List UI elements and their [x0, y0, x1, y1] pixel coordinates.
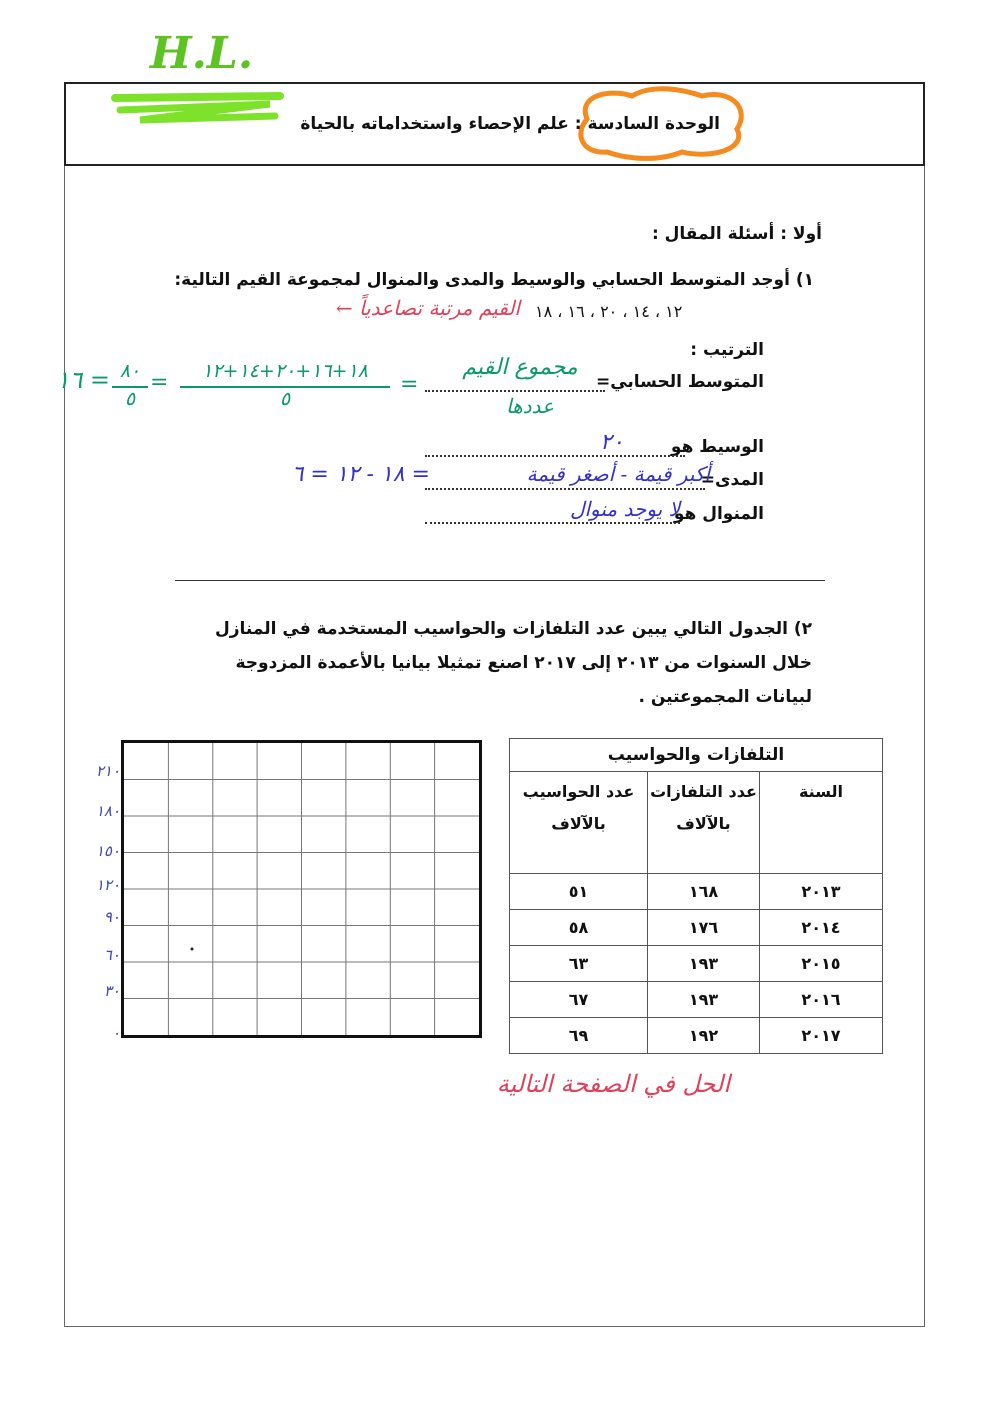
mean-formula-top: مجموع القيم: [462, 355, 578, 380]
mode-label: المنوال هو: [673, 504, 764, 524]
median-answer: ٢٠: [600, 430, 624, 455]
cell-year: ٢٠١٧: [759, 1018, 882, 1054]
table-caption: التلفازات والحواسيب: [510, 739, 883, 772]
axis-label: ١٥٠: [95, 842, 120, 860]
mean-label: المتوسط الحسابي=: [595, 372, 764, 392]
equals-2: =: [150, 370, 169, 395]
table-row: [510, 982, 883, 1018]
question-1-values: ١٢ ، ١٤ ، ٢٠ ، ١٦ ، ١٨: [535, 302, 683, 321]
sorted-note: القيم مرتبة تصاعدياً ←: [335, 296, 520, 320]
cell-year: ٢٠١٦: [759, 982, 882, 1018]
section-separator: [175, 580, 825, 581]
range-work: = ١٨ - ١٢ = ٦: [291, 462, 430, 487]
range-dotted-line: [425, 488, 705, 490]
range-answer: أكبر قيمة - أصغر قيمة: [526, 462, 710, 486]
cell-pc: ٦٣: [510, 946, 648, 982]
axis-label: ٩٠: [103, 908, 120, 926]
median-dotted-line-short: [425, 455, 685, 457]
mode-answer: لا يوجد منوال: [569, 497, 680, 521]
question-2-text: ٢) الجدول التالي يبين عدد التلفازات والحواسيب المستخدمة في المنازل خلال السنوات من ٢٠١٣ إلى ٢٠١٧ اصنع تمثيلا بيانيا بالأعمدة المزدوجة لبيانات المجموعتين .: [215, 619, 812, 707]
data-table: [509, 738, 883, 1054]
mean-formula-bottom: عددها: [506, 394, 554, 418]
table-row: [510, 1018, 883, 1054]
axis-label: ٣٠: [103, 982, 120, 1000]
table-row: [510, 910, 883, 946]
teacher-mark: H.L.: [150, 28, 254, 79]
table-row: [510, 874, 883, 910]
cell-tv: ١٦٨: [648, 874, 760, 910]
table-row: [510, 946, 883, 982]
cell-tv: ١٩٣: [648, 946, 760, 982]
range-label: المدى=: [700, 470, 764, 490]
cell-pc: ٥١: [510, 874, 648, 910]
solution-next-page-note: الحل في الصفحة التالية: [496, 1070, 730, 1098]
mean-work-bottom: ٥: [279, 388, 291, 410]
cell-pc: ٦٧: [510, 982, 648, 1018]
cell-pc: ٦٩: [510, 1018, 648, 1054]
col-header-tv: عدد التلفازات بالآلاف: [648, 772, 760, 874]
axis-label: ١٨٠: [95, 802, 120, 820]
mean-answer: = ١٦: [56, 366, 110, 394]
grid-lines: [124, 743, 479, 1035]
mean-dotted-line: [425, 390, 605, 392]
unit-title: الوحدة السادسة : علم الإحصاء واستخداماته بالحياة: [300, 114, 720, 134]
mean-work-top: ١٨+١٦+٢٠+١٤+١٢: [202, 360, 368, 382]
axis-label: ٢١٠: [95, 762, 120, 780]
equals-1: =: [400, 372, 419, 397]
cell-year: ٢٠١٤: [759, 910, 882, 946]
mean-result-top: ٨٠: [119, 360, 141, 382]
cell-year: ٢٠١٥: [759, 946, 882, 982]
cell-tv: ١٧٦: [648, 910, 760, 946]
axis-label: ٦٠: [103, 946, 120, 964]
cell-pc: ٥٨: [510, 910, 648, 946]
cell-year: ٢٠١٣: [759, 874, 882, 910]
section-heading: أولا : أسئلة المقال :: [651, 224, 822, 244]
cell-tv: ١٩٣: [648, 982, 760, 1018]
graph-grid: [121, 740, 482, 1038]
col-header-year: السنة: [759, 772, 882, 874]
col-header-pc: عدد الحواسيب بالآلاف: [510, 772, 648, 874]
axis-label: ١٢٠: [95, 876, 120, 894]
axis-label: ٠: [111, 1024, 120, 1042]
cell-tv: ١٩٢: [648, 1018, 760, 1054]
median-label: الوسيط هو: [670, 437, 764, 457]
mode-dotted-line: [425, 522, 680, 524]
mean-result-bottom: ٥: [124, 388, 136, 410]
order-label: الترتيب :: [690, 340, 764, 360]
question-1-text: ١) أوجد المتوسط الحسابي والوسيط والمدى والمنوال لمجموعة القيم التالية:: [174, 270, 814, 290]
